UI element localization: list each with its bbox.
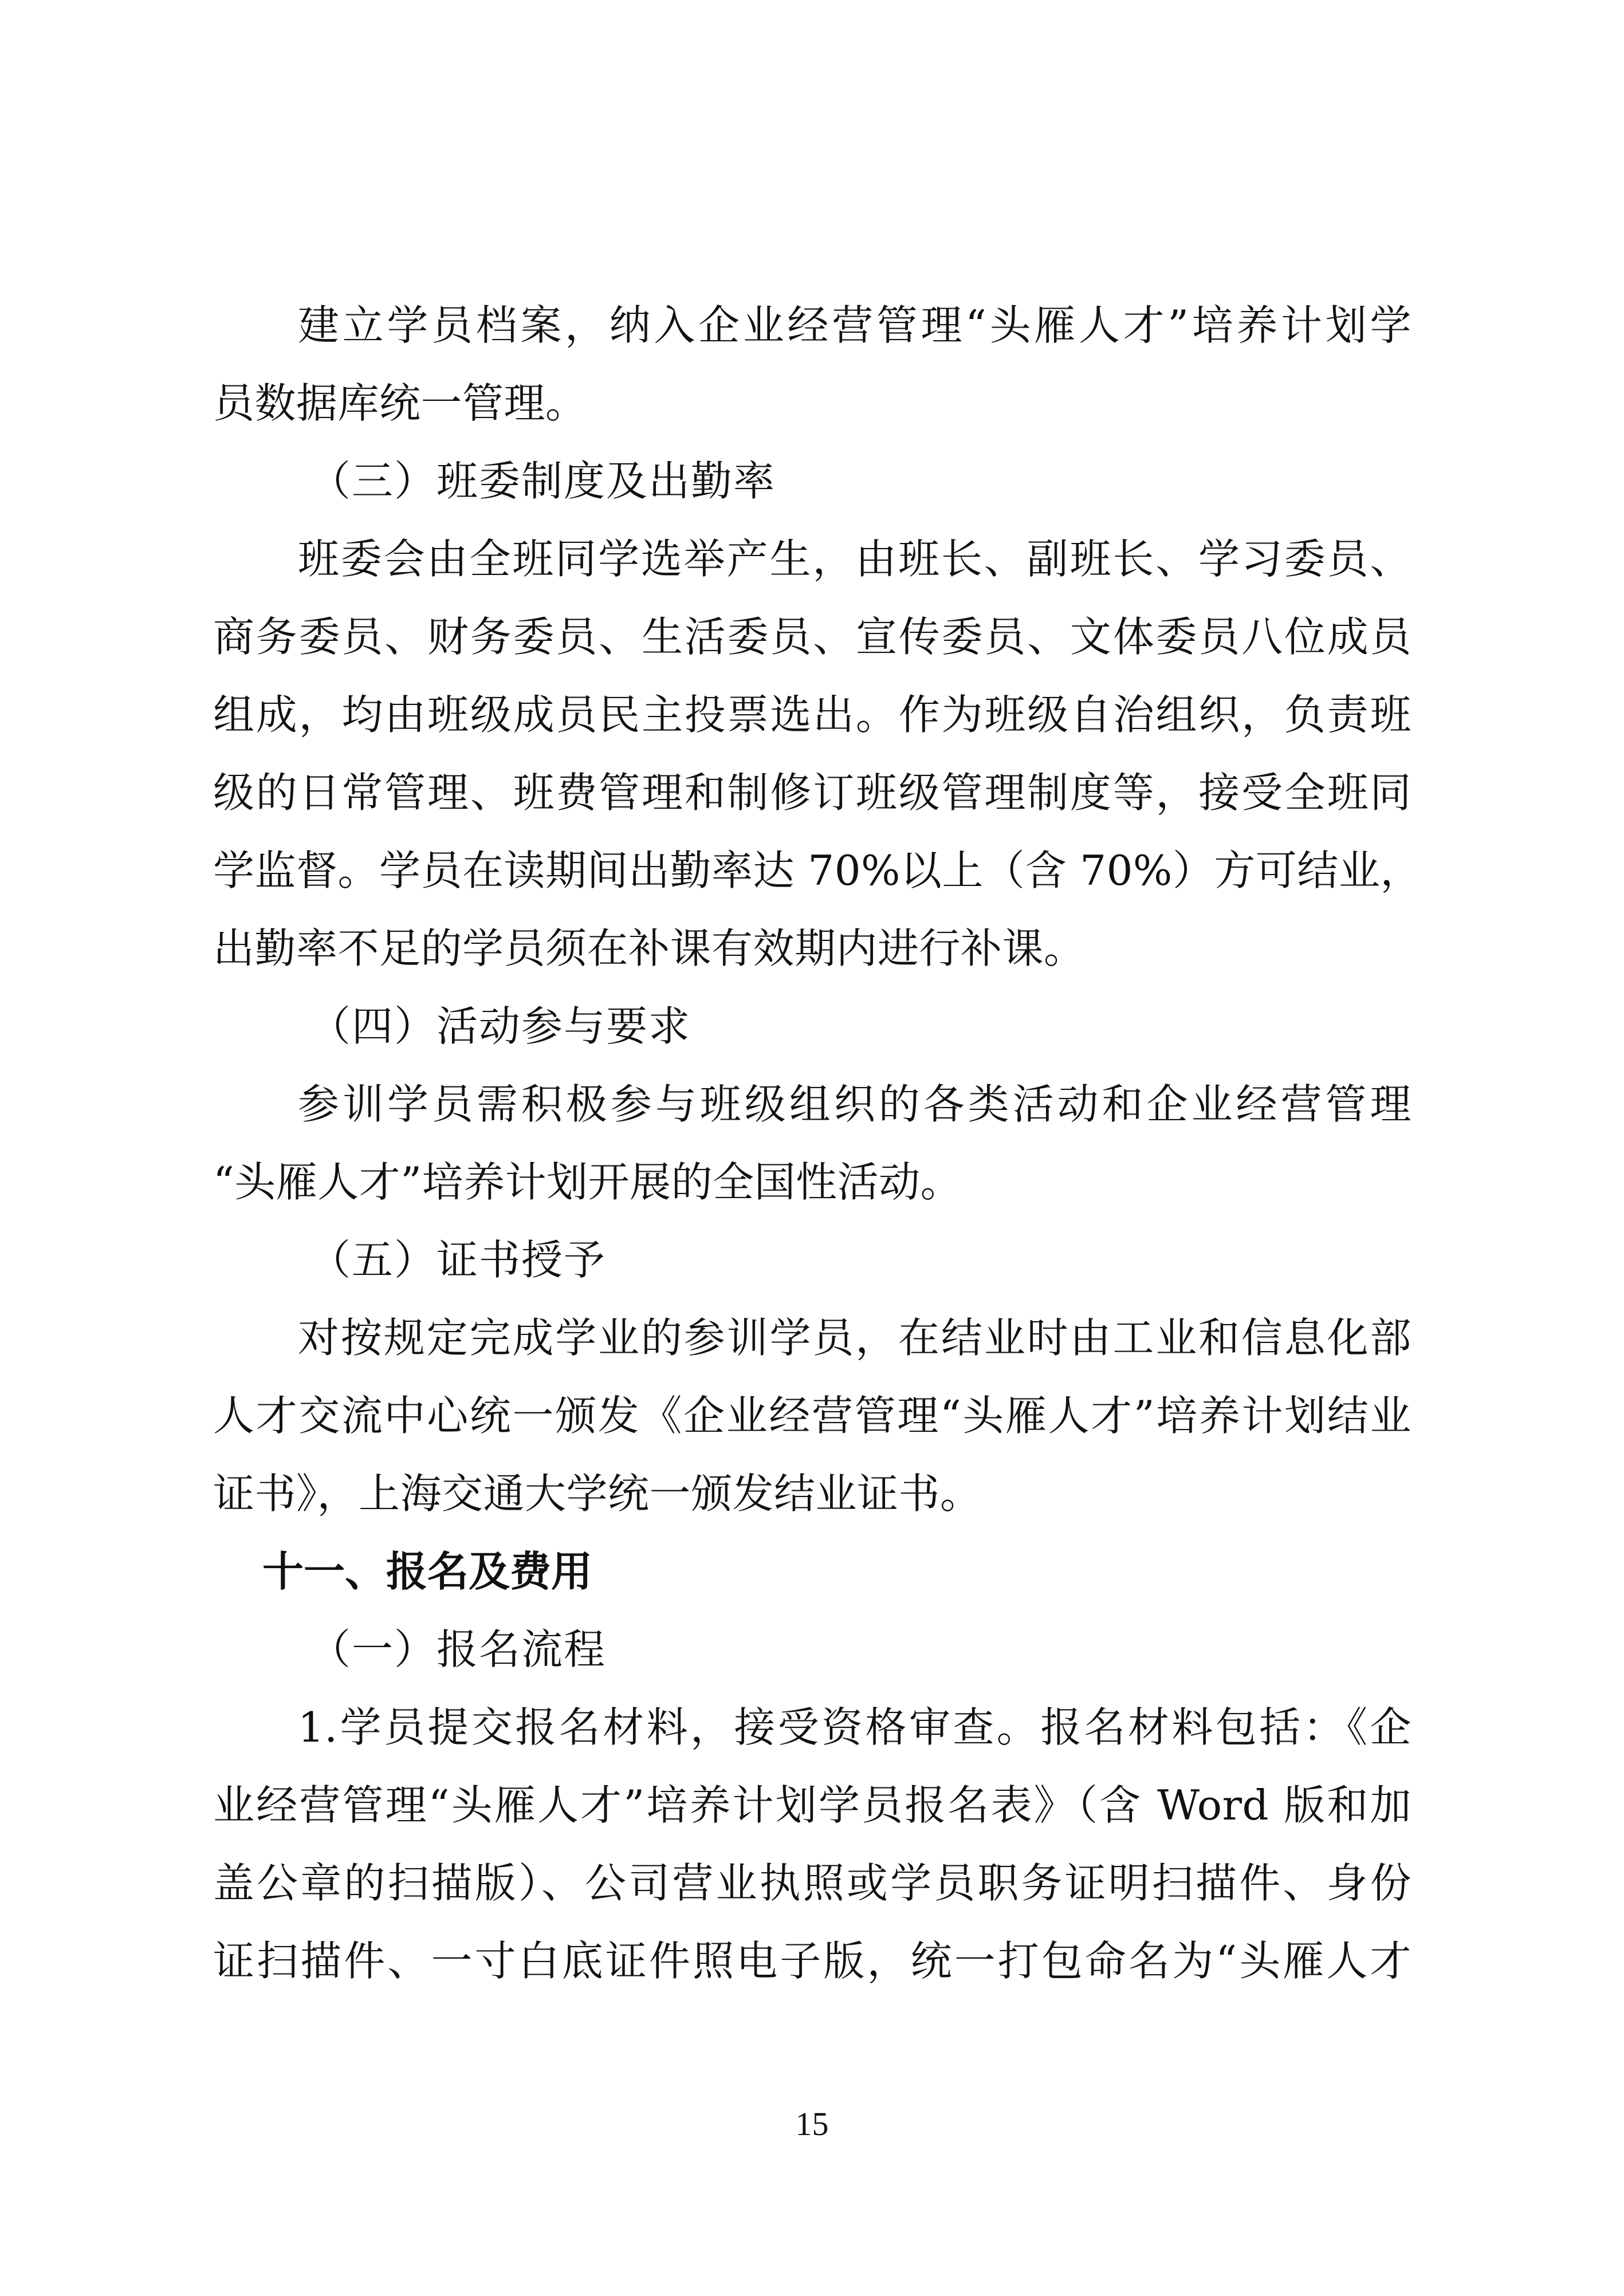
paragraph-line: 班委会由全班同学选举产生，由班长、副班长、学习委员、 [298,535,1411,583]
paragraph-line: 1.学员提交报名材料，接受资格审查。报名材料包括：《企 [298,1703,1411,1751]
paragraph-line: 证书》，上海交通大学统一颁发结业证书。 [213,1470,982,1518]
paragraph-line: 参训学员需积极参与班级组织的各类活动和企业经营管理 [298,1080,1411,1128]
paragraph-line: 出勤率不足的学员须在补课有效期内进行补课。 [213,924,1086,972]
paragraph-line: 员数据库统一管理。 [213,379,587,427]
section-heading-1: （一）报名流程 [309,1625,607,1673]
page-number: 15 [795,2105,829,2143]
paragraph-line: 建立学员档案，纳入企业经营管理“头雁人才”培养计划学 [298,301,1411,349]
paragraph-line: 证扫描件、一寸白底证件照电子版，统一打包命名为“头雁人才 [213,1937,1411,1985]
section-heading-4: （四）活动参与要求 [309,1002,691,1050]
paragraph-line: 商务委员、财务委员、生活委员、宣传委员、文体委员八位成员 [213,613,1411,661]
paragraph-line: 对按规定完成学业的参训学员，在结业时由工业和信息化部 [298,1314,1411,1362]
paragraph-line: 业经营管理“头雁人才”培养计划学员报名表》（含 Word 版和加 [213,1781,1411,1829]
section-heading-5: （五）证书授予 [309,1236,607,1284]
section-heading-3: （三）班委制度及出勤率 [309,457,776,505]
paragraph-line: 级的日常管理、班费管理和制修订班级管理制度等，接受全班同 [213,769,1411,817]
chapter-heading: 十一、报名及费用 [262,1547,593,1596]
paragraph-line: 学监督。学员在读期间出勤率达 70%以上（含 70%）方可结业， [213,846,1422,895]
paragraph-line: 盖公章的扫描版）、公司营业执照或学员职务证明扫描件、身份 [213,1859,1411,1907]
paragraph-line: 组成，均由班级成员民主投票选出。作为班级自治组织，负责班 [213,691,1411,739]
paragraph-line: “头雁人才”培养计划开展的全国性活动。 [213,1158,962,1206]
paragraph-line: 人才交流中心统一颁发《企业经营管理“头雁人才”培养计划结业 [213,1392,1411,1440]
